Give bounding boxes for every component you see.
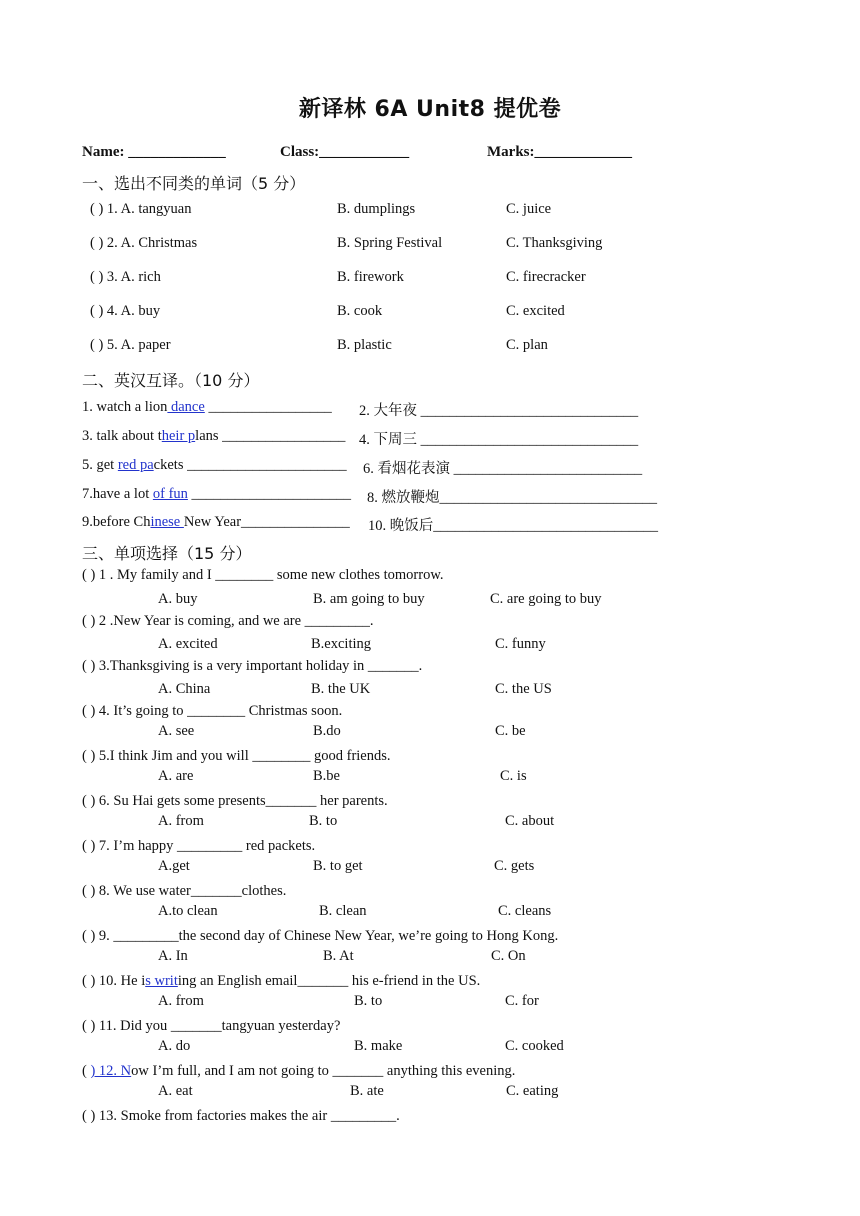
section-heading-1: 一、选出不同类的单词（5 分） xyxy=(82,174,306,193)
p2-item-3: 3. talk about their plans _________________ xyxy=(82,428,346,444)
p2-item-8: 8. 燃放鞭炮______________________________ xyxy=(367,490,657,506)
p3-q2-a: A. excited xyxy=(158,636,218,652)
p3-q11-b: B. make xyxy=(354,1038,403,1054)
p2-item-7: 7.have a lot of fun ______________________ xyxy=(82,486,352,502)
p3-q12-b: B. ate xyxy=(350,1083,384,1099)
p3-q1-b: B. am going to buy xyxy=(313,591,425,607)
p3-q9-b: B. At xyxy=(323,948,354,964)
p1-q1-c: C. juice xyxy=(506,201,552,217)
p3-q8-b: B. clean xyxy=(319,903,367,919)
p1-q3-b: B. firework xyxy=(337,269,404,285)
p1-q2: ( ) 2. A. Christmas xyxy=(90,235,198,251)
p3-q6-a: A. from xyxy=(158,813,204,829)
p3-q12: ( ) 12. Now I’m full, and I am not going to _______ anything this evening. xyxy=(82,1063,516,1079)
p3-q8: ( ) 8. We use water_______clothes. xyxy=(82,883,287,899)
class-field: Class:____________ xyxy=(280,144,410,160)
p1-q1-b: B. dumplings xyxy=(337,201,416,217)
p1-q2-c: C. Thanksgiving xyxy=(506,235,603,251)
p3-q4-c: C. be xyxy=(495,723,526,739)
p3-q4-a: A. see xyxy=(158,723,195,739)
p3-q2-b: B.exciting xyxy=(311,636,372,652)
p1-q5: ( ) 5. A. paper xyxy=(90,337,171,353)
p3-q10-b: B. to xyxy=(354,993,383,1009)
p1-q5-b: B. plastic xyxy=(337,337,392,353)
p3-q12-c: C. eating xyxy=(506,1083,559,1099)
p3-q5-a: A. are xyxy=(158,768,194,784)
p3-q4: ( ) 4. It’s going to ________ Christmas soon. xyxy=(82,703,343,719)
p3-q3-c: C. the US xyxy=(495,681,552,697)
p3-q10-a: A. from xyxy=(158,993,204,1009)
p3-q9: ( ) 9. _________the second day of Chinese New Year, we’re going to Hong Kong. xyxy=(82,928,559,944)
p3-q7-c: C. gets xyxy=(494,858,535,874)
p3-q8-c: C. cleans xyxy=(498,903,552,919)
p2-item-2: 2. 大年夜 ______________________________ xyxy=(359,403,639,419)
p3-q12-a: A. eat xyxy=(158,1083,193,1099)
p3-q4-b: B.do xyxy=(313,723,341,739)
p3-q10-c: C. for xyxy=(505,993,539,1009)
p3-q1-a: A. buy xyxy=(158,591,198,607)
section-heading-2: 二、英汉互译。（10 分） xyxy=(82,371,260,390)
p3-q9-a: A. In xyxy=(158,948,188,964)
p3-q13: ( ) 13. Smoke from factories makes the air _________. xyxy=(82,1108,400,1124)
p2-item-4: 4. 下周三 ______________________________ xyxy=(359,432,639,448)
p2-item-9: 9.before Chinese New Year_______________ xyxy=(82,514,350,530)
p3-q9-c: C. On xyxy=(491,948,526,964)
p3-q11-c: C. cooked xyxy=(505,1038,564,1054)
p3-q3-a: A. China xyxy=(158,681,211,697)
section-heading-3: 三、单项选择（15 分） xyxy=(82,544,252,563)
p3-q6: ( ) 6. Su Hai gets some presents_______ her parents. xyxy=(82,793,388,809)
p3-q5-b: B.be xyxy=(313,768,340,784)
p2-item-10: 10. 晚饭后_______________________________ xyxy=(368,518,658,534)
p3-q2: ( ) 2 .New Year is coming, and we are _________. xyxy=(82,613,374,629)
p1-q3: ( ) 3. A. rich xyxy=(90,269,161,285)
p1-q4: ( ) 4. A. buy xyxy=(90,303,161,319)
p3-q5-c: C. is xyxy=(500,768,527,784)
p3-q7-b: B. to get xyxy=(313,858,363,874)
name-field: Name: _____________ xyxy=(82,144,226,160)
marks-field: Marks:_____________ xyxy=(487,144,632,160)
p3-q3-b: B. the UK xyxy=(311,681,371,697)
p3-q7-a: A.get xyxy=(158,858,190,874)
p3-q6-b: B. to xyxy=(309,813,338,829)
p3-q2-c: C. funny xyxy=(495,636,546,652)
page-title: 新译林 6A Unit8 提优卷 xyxy=(298,97,562,122)
p1-q1: ( ) 1. A. tangyuan xyxy=(90,201,192,217)
p3-q11-a: A. do xyxy=(158,1038,191,1054)
p2-item-1: 1. watch a lion dance _________________ xyxy=(82,399,332,415)
p3-q1-c: C. are going to buy xyxy=(490,591,602,607)
p3-q7: ( ) 7. I’m happy _________ red packets. xyxy=(82,838,316,854)
p3-q10: ( ) 10. He is writing an English email_______ his e-friend in the US. xyxy=(82,973,481,989)
p3-q11: ( ) 11. Did you _______tangyuan yesterday? xyxy=(82,1018,341,1034)
p2-item-6: 6. 看烟花表演 __________________________ xyxy=(363,461,643,477)
p3-q6-c: C. about xyxy=(505,813,555,829)
p3-q8-a: A.to clean xyxy=(158,903,218,919)
p3-q1: ( ) 1 . My family and I ________ some new clothes tomorrow. xyxy=(82,567,444,583)
p1-q4-b: B. cook xyxy=(337,303,383,319)
p1-q2-b: B. Spring Festival xyxy=(337,235,443,251)
p1-q4-c: C. excited xyxy=(506,303,565,319)
p1-q5-c: C. plan xyxy=(506,337,548,353)
p3-q5: ( ) 5.I think Jim and you will ________ good friends. xyxy=(82,748,391,764)
p1-q3-c: C. firecracker xyxy=(506,269,586,285)
p3-q3: ( ) 3.Thanksgiving is a very important holiday in _______. xyxy=(82,658,423,674)
p2-item-5: 5. get red packets ______________________ xyxy=(82,457,347,473)
